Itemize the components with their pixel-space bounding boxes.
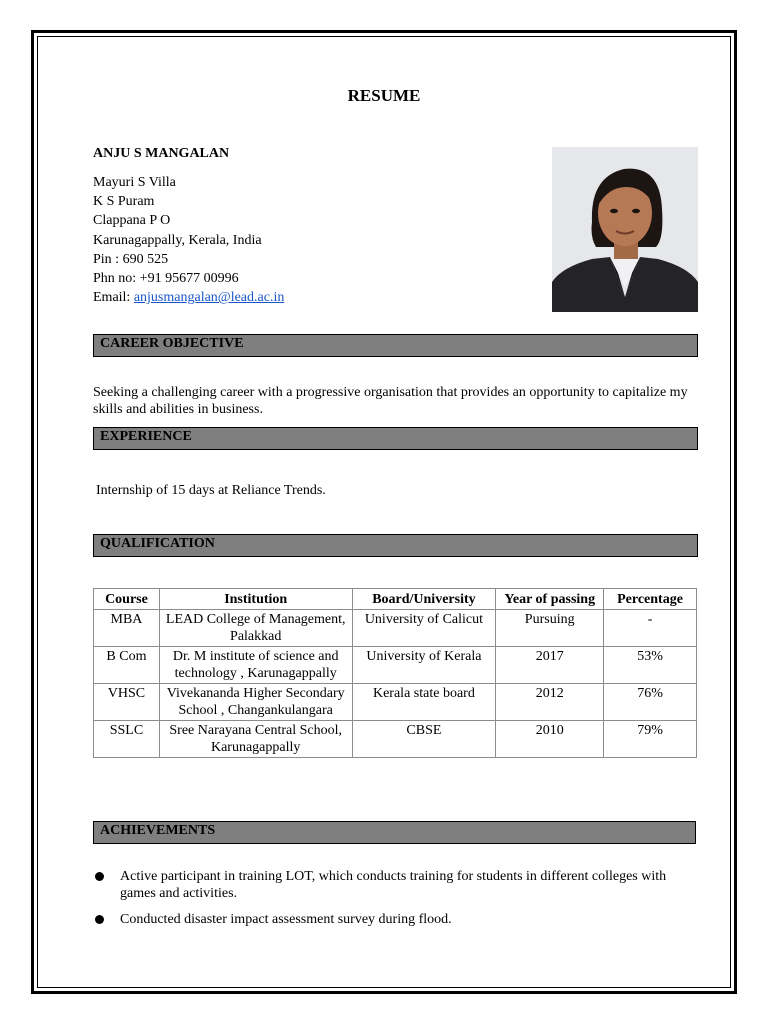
achievements-list — [93, 868, 693, 937]
table-cell: 2012 — [496, 684, 604, 721]
email-label: Email: — [93, 290, 134, 306]
table-cell: B Com — [94, 647, 160, 684]
table-cell: Pursuing — [496, 610, 604, 647]
table-header: Institution — [159, 589, 352, 610]
section-heading: CAREER OBJECTIVE — [100, 336, 244, 351]
address-line: Mayuri S Villa — [93, 175, 176, 190]
list-item — [93, 868, 693, 902]
achievement-text: Conducted disaster impact assessment survey during flood. — [120, 912, 452, 927]
section-qualification — [93, 534, 698, 557]
profile-photo-illustration — [552, 147, 698, 312]
experience-text: Internship of 15 days at Reliance Trends. — [96, 483, 326, 498]
table-cell: University of Calicut — [352, 610, 496, 647]
section-career-objective — [93, 334, 698, 357]
candidate-name: ANJU S MANGALAN — [93, 146, 230, 161]
table-header-row — [94, 589, 697, 610]
bullet-icon — [95, 915, 104, 924]
table-header: Year of passing — [496, 589, 604, 610]
table-header: Course — [94, 589, 160, 610]
achievement-text: Active participant in training LOT, which conducts training for students in different colleges with games and activities. — [120, 869, 667, 901]
table-cell: 79% — [604, 721, 697, 758]
email-link[interactable]: anjusmangalan@lead.ac.in — [133, 290, 285, 306]
pin-line: Pin : 690 525 — [93, 251, 169, 267]
table-cell: LEAD College of Management, Palakkad — [159, 610, 352, 647]
table-cell: CBSE — [352, 721, 496, 758]
career-objective-text: Seeking a challenging career with a progressive organisation that provides an opportunity to capitalize my skills and abilities in business. — [93, 385, 688, 417]
table-header: Board/University — [352, 589, 496, 610]
phone-line: Phn no: +91 95677 00996 — [93, 271, 239, 287]
profile-photo — [552, 147, 698, 312]
address-line: Karunagappally, Kerala, India — [93, 232, 262, 248]
table-cell: 2017 — [496, 647, 604, 684]
table-cell: Vivekananda Higher Secondary School , Changankulangara — [159, 684, 352, 721]
section-achievements — [93, 821, 696, 844]
table-cell: 2010 — [496, 721, 604, 758]
table-cell: 76% — [604, 684, 697, 721]
table-cell: Kerala state board — [352, 684, 496, 721]
table-cell: 53% — [604, 647, 697, 684]
section-heading: ACHIEVEMENTS — [100, 823, 216, 838]
table-row — [94, 647, 697, 684]
table-cell: VHSC — [94, 684, 160, 721]
contact-block — [93, 173, 284, 307]
table-row — [94, 610, 697, 647]
table-row — [94, 721, 697, 758]
section-heading: QUALIFICATION — [100, 536, 215, 551]
table-cell: MBA — [94, 610, 160, 647]
table-row — [94, 684, 697, 721]
resume-title: RESUME — [347, 86, 421, 105]
table-cell: Dr. M institute of science and technology , Karunagappally — [159, 647, 352, 684]
email-line — [93, 288, 284, 307]
table-cell: - — [604, 610, 697, 647]
table-cell: University of Kerala — [352, 647, 496, 684]
address-line: K S Puram — [93, 194, 155, 210]
table-cell: SSLC — [94, 721, 160, 758]
bullet-icon — [95, 872, 104, 881]
table-cell: Sree Narayana Central School, Karunagappally — [159, 721, 352, 758]
section-experience — [93, 427, 698, 450]
table-header: Percentage — [604, 589, 697, 610]
list-item — [93, 911, 693, 928]
qualification-table — [93, 588, 697, 758]
section-heading: EXPERIENCE — [100, 429, 192, 444]
address-line: Clappana P O — [93, 213, 171, 229]
